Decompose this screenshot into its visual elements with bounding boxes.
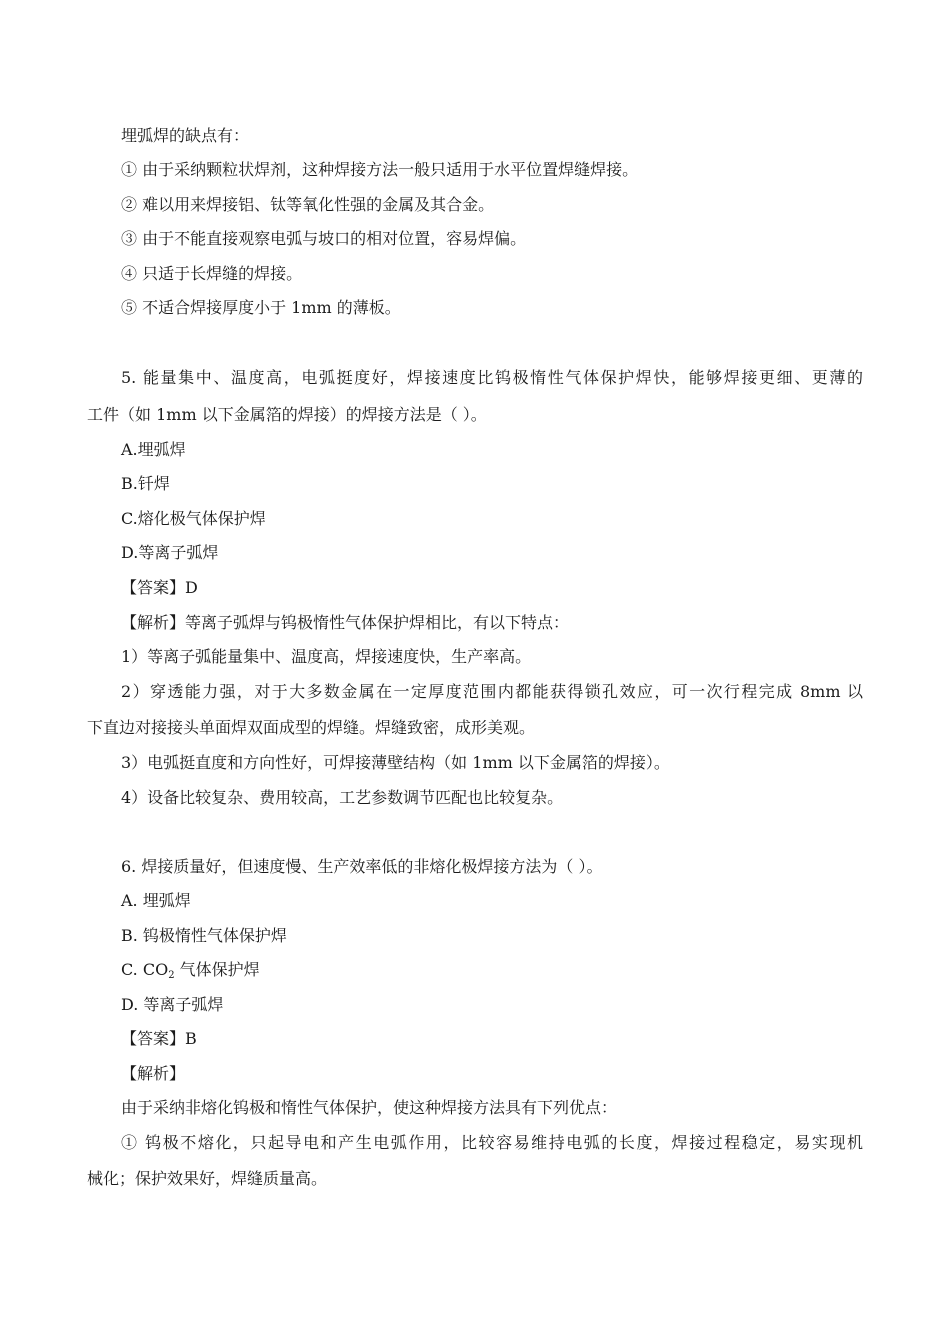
q6-answer: 【答案】B: [121, 1029, 197, 1048]
q5-option-b: B.钎焊: [121, 474, 170, 493]
q5-option-c: C.熔化极气体保护焊: [121, 509, 266, 528]
q6-stem: 6. 焊接质量好，但速度慢、生产效率低的非熔化极焊接方法为（ ）。: [121, 857, 603, 876]
q6-point-1-line2: 械化；保护效果好，焊缝质量高。: [87, 1169, 328, 1188]
q6-option-c-subscript: 2: [168, 970, 175, 981]
defect-item: ③ 由于不能直接观察电弧与坡口的相对位置，容易焊偏。: [121, 229, 527, 248]
q5-stem-line1: 5. 能量集中、温度高，电弧挺度好，焊接速度比钨极惰性气体保护焊快，能够焊接更细、更薄的: [121, 368, 863, 387]
q6-option-c-suffix: 气体保护焊: [174, 960, 260, 979]
q5-option-a: A.埋弧焊: [121, 440, 186, 459]
defect-item: ① 由于采纳颗粒状焊剂，这种焊接方法一般只适用于水平位置焊缝焊接。: [121, 160, 639, 179]
q5-point-2-line1: 2）穿透能力强，对于大多数金属在一定厚度范围内都能获得锁孔效应，可一次行程完成 8mm 以: [121, 682, 863, 701]
q6-analysis-label: 【解析】: [121, 1064, 186, 1083]
q6-analysis-intro: 由于采纳非熔化钨极和惰性气体保护，使这种焊接方法具有下列优点：: [121, 1098, 618, 1117]
q6-option-a: A. 埋弧焊: [121, 891, 191, 910]
q6-option-b: B. 钨极惰性气体保护焊: [121, 926, 287, 945]
q5-point-1: 1）等离子弧能量集中、温度高，焊接速度快，生产率高。: [121, 647, 532, 666]
q5-point-2-line2: 下直边对接接头单面焊双面成型的焊缝。焊缝致密，成形美观。: [87, 718, 536, 737]
q5-analysis-intro: 【解析】等离子弧焊与钨极惰性气体保护焊相比，有以下特点：: [121, 613, 570, 632]
q5-point-3: 3）电弧挺直度和方向性好，可焊接薄壁结构（如 1mm 以下金属箔的焊接）。: [121, 753, 670, 772]
q6-option-c-prefix: C. CO: [121, 960, 169, 979]
q6-option-c: [121, 960, 260, 980]
q5-answer: 【答案】D: [121, 578, 198, 597]
defect-item: ④ 只适于长焊缝的焊接。: [121, 264, 303, 283]
q5-stem-line2: 工件（如 1mm 以下金属箔的焊接）的焊接方法是（ ）。: [87, 405, 487, 424]
q6-point-1-line1: ① 钨极不熔化，只起导电和产生电弧作用，比较容易维持电弧的长度，焊接过程稳定，易实现机: [121, 1133, 863, 1152]
q5-option-d: D.等离子弧焊: [121, 543, 219, 562]
defect-item: ⑤ 不适合焊接厚度小于 1mm 的薄板。: [121, 298, 401, 317]
q6-option-d: D. 等离子弧焊: [121, 995, 224, 1014]
q5-point-4: 4）设备比较复杂、费用较高，工艺参数调节匹配也比较复杂。: [121, 788, 564, 807]
defect-item: ② 难以用来焊接铝、钛等氧化性强的金属及其合金。: [121, 195, 495, 214]
defects-title: 埋弧焊的缺点有：: [121, 126, 250, 145]
